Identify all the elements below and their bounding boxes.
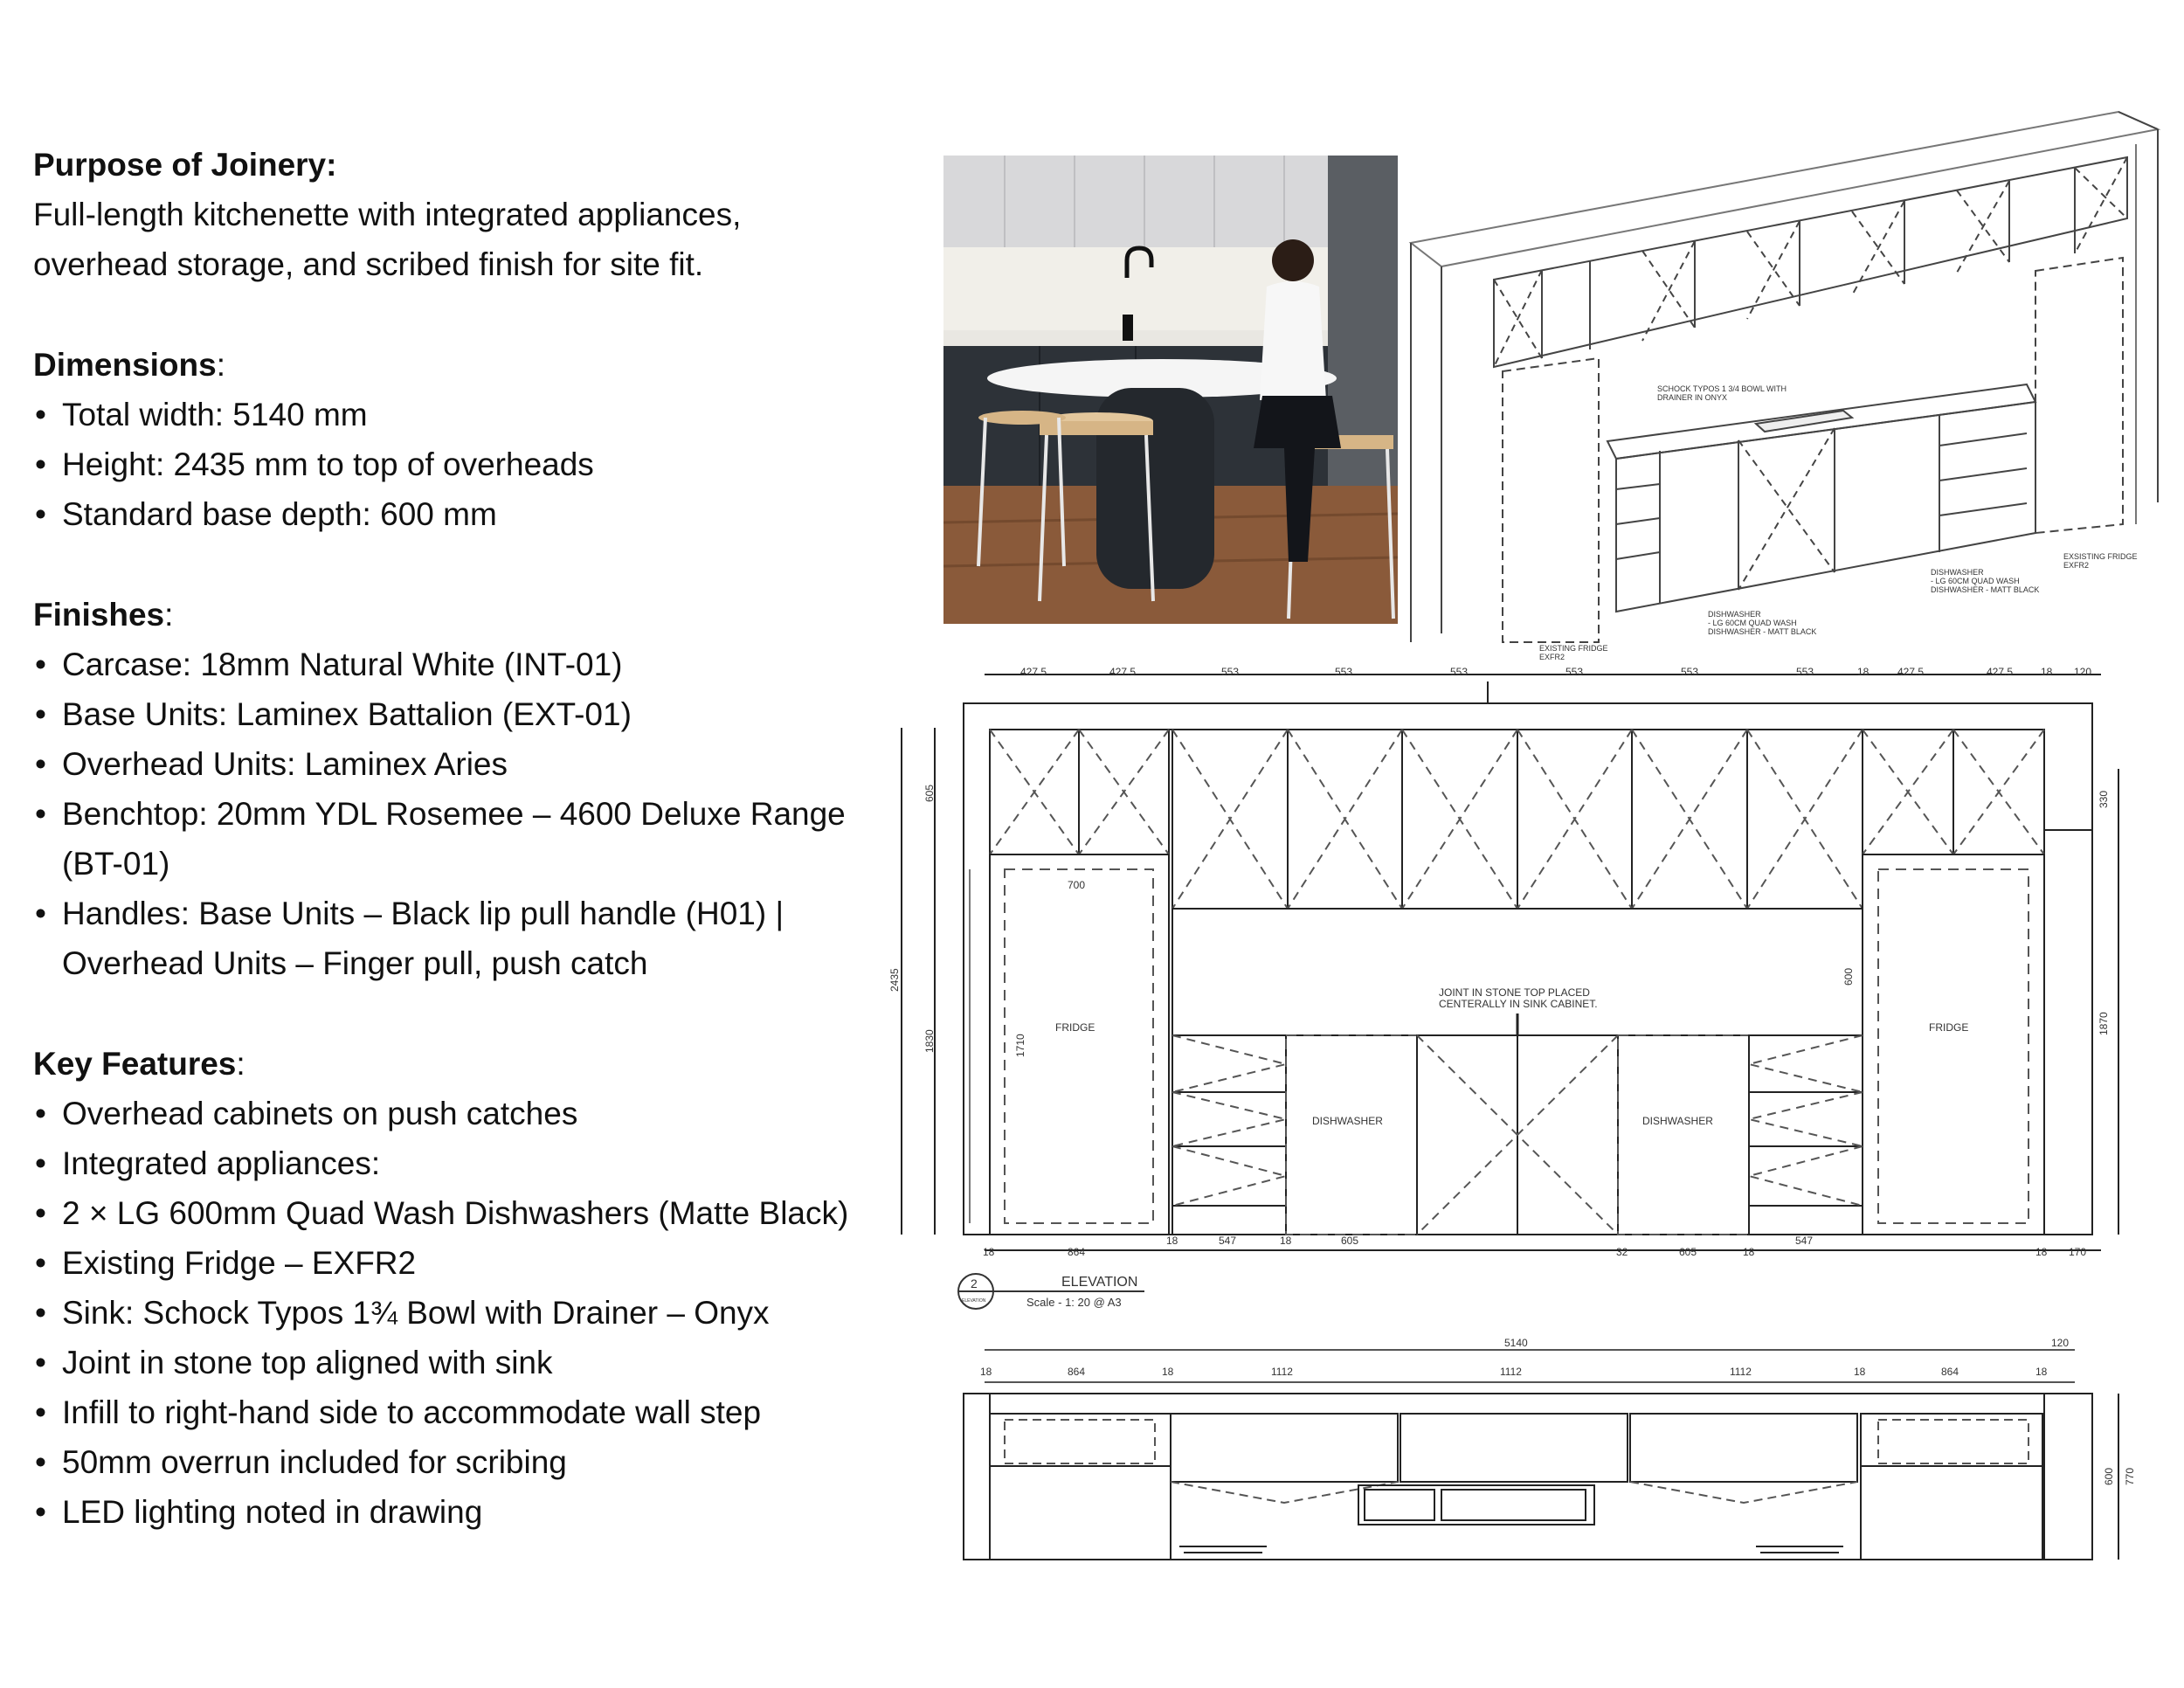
plan-overall: 5140 bbox=[1504, 1337, 1528, 1349]
dim-bottom: 864 bbox=[1068, 1246, 1086, 1258]
plan-depth: 600 bbox=[2103, 1467, 2115, 1485]
dim-top: 553 bbox=[1335, 666, 1353, 678]
dim-bottom: 18 bbox=[1743, 1246, 1755, 1258]
callout-number: 2 bbox=[971, 1276, 978, 1290]
iso-sink-note-1: SCHOCK TYPOS 1 3/4 BOWL WITH bbox=[1657, 384, 1787, 393]
dim-top: 553 bbox=[1565, 666, 1584, 678]
dimensions-heading-text: Dimensions bbox=[33, 347, 217, 383]
dim-top: 427.5 bbox=[1020, 666, 1047, 678]
dim-top: 553 bbox=[1796, 666, 1814, 678]
plan-dim: 1112 bbox=[1730, 1366, 1752, 1378]
list-item: • Integrated appliances: bbox=[33, 1138, 863, 1188]
list-item: • Overhead cabinets on push catches bbox=[33, 1089, 863, 1138]
list-item: • Existing Fridge – EXFR2 bbox=[33, 1238, 863, 1288]
dim-left: 2435 bbox=[888, 968, 901, 992]
dim-top: 553 bbox=[1681, 666, 1699, 678]
dishwasher-label-right: DISHWASHER bbox=[1642, 1115, 1713, 1127]
dim-right: 330 bbox=[2098, 790, 2110, 808]
callout-ref: ELEVATION bbox=[962, 1298, 986, 1304]
list-item: • Handles: Base Units – Black lip pull handle (H01) | Overhead Units – Finger pull, push catch bbox=[33, 889, 863, 988]
dim-bottom: 547 bbox=[1219, 1235, 1237, 1247]
dim-left: 1830 bbox=[923, 1029, 936, 1053]
purpose-heading: Purpose of Joinery: bbox=[33, 147, 337, 183]
list-item: • LED lighting noted in drawing bbox=[33, 1487, 863, 1537]
dim-top: 553 bbox=[1221, 666, 1240, 678]
elevation-scale: Scale - 1: 20 @ A3 bbox=[1026, 1296, 1122, 1309]
dim-bottom: 18 bbox=[1280, 1235, 1292, 1247]
iso-fridge-right-2: EXFR2 bbox=[2063, 561, 2090, 570]
iso-dw-left-2: - LG 60CM QUAD WASH bbox=[1708, 619, 1797, 627]
elevation-labels bbox=[888, 666, 2110, 1258]
iso-dw-left-1: DISHWASHER bbox=[1708, 610, 1761, 619]
dim-bottom: 605 bbox=[1679, 1246, 1697, 1258]
dim-bottom: 32 bbox=[1616, 1246, 1628, 1258]
key-features-heading-colon: : bbox=[236, 1046, 245, 1082]
dim-bottom: 18 bbox=[1166, 1235, 1178, 1247]
dim-bottom: 18 bbox=[983, 1246, 995, 1258]
key-features-heading-text: Key Features bbox=[33, 1046, 237, 1082]
iso-fridge-left-1: EXISTING FRIDGE bbox=[1539, 644, 1608, 653]
fridge-label-right: FRIDGE bbox=[1929, 1021, 1969, 1034]
dim-inner-700: 700 bbox=[1068, 879, 1086, 891]
list-item: • Overhead Units: Laminex Aries bbox=[33, 739, 863, 789]
list-item: • Height: 2435 mm to top of overheads bbox=[33, 439, 863, 489]
elevation-title: ELEVATION bbox=[1061, 1275, 1138, 1290]
list-item: • Joint in stone top aligned with sink bbox=[33, 1338, 863, 1387]
iso-dw-right-2: - LG 60CM QUAD WASH bbox=[1931, 577, 2020, 585]
dim-top: 120 bbox=[2074, 666, 2092, 678]
list-item: • Standard base depth: 600 mm bbox=[33, 489, 863, 539]
dim-bottom: 605 bbox=[1341, 1235, 1359, 1247]
dim-bottom: 18 bbox=[2035, 1246, 2048, 1258]
iso-fridge-left-2: EXFR2 bbox=[1539, 653, 1565, 661]
list-item: • 2 × LG 600mm Quad Wash Dishwashers (Matte Black) bbox=[33, 1188, 863, 1238]
dim-bottom: 547 bbox=[1795, 1235, 1814, 1247]
dim-top: 18 bbox=[2041, 666, 2053, 678]
plan-dim: 864 bbox=[1941, 1366, 1959, 1378]
dim-top: 427.5 bbox=[1987, 666, 2014, 678]
dimensions-heading-colon: : bbox=[216, 347, 225, 383]
dishwasher-label-left: DISHWASHER bbox=[1312, 1115, 1383, 1127]
list-item: • 50mm overrun included for scribing bbox=[33, 1437, 863, 1487]
fridge-label-left: FRIDGE bbox=[1055, 1021, 1095, 1034]
dim-left: 605 bbox=[923, 784, 936, 802]
elevation-view bbox=[902, 675, 2118, 1250]
plan-dim: 1112 bbox=[1500, 1366, 1522, 1378]
dim-bottom: 170 bbox=[2069, 1246, 2087, 1258]
iso-dw-left-3: DISHWASHER - MATT BLACK bbox=[1708, 627, 1817, 636]
dim-top: 18 bbox=[1857, 666, 1870, 678]
iso-sink-note-2: DRAINER IN ONYX bbox=[1657, 393, 1728, 402]
iso-fridge-right-1: EXSISTING FRIDGE bbox=[2063, 552, 2138, 561]
isometric-view bbox=[1411, 112, 2158, 642]
list-item: • Sink: Schock Typos 1¾ Bowl with Drainer – Onyx bbox=[33, 1288, 863, 1338]
dim-top: 553 bbox=[1450, 666, 1469, 678]
plan-dim: 1112 bbox=[1271, 1366, 1293, 1378]
finishes-heading-text: Finishes bbox=[33, 597, 165, 633]
plan-dim: 18 bbox=[1854, 1366, 1866, 1378]
dim-top: 427.5 bbox=[1897, 666, 1925, 678]
list-item: • Carcase: 18mm Natural White (INT-01) bbox=[33, 640, 863, 689]
iso-dw-right-1: DISHWASHER bbox=[1931, 568, 1984, 577]
plan-depth-right: 770 bbox=[2124, 1467, 2136, 1485]
elevation-title-block bbox=[958, 1274, 1144, 1309]
dim-right: 1870 bbox=[2098, 1012, 2110, 1035]
plan-dim: 18 bbox=[980, 1366, 992, 1378]
iso-dw-right-3: DISHWASHER - MATT BLACK bbox=[1931, 585, 2040, 594]
joint-note-2: CENTERALLY IN SINK CABINET. bbox=[1439, 998, 1598, 1010]
dim-inner-600: 600 bbox=[1842, 967, 1855, 986]
plan-dim: 864 bbox=[1068, 1366, 1086, 1378]
plan-dim: 18 bbox=[2035, 1366, 2048, 1378]
purpose-line-2: overhead storage, and scribed finish for site fit. bbox=[33, 246, 704, 282]
finishes-heading-colon: : bbox=[164, 597, 174, 633]
list-item: • Infill to right-hand side to accommodate wall step bbox=[33, 1387, 863, 1437]
list-item: • Base Units: Laminex Battalion (EXT-01) bbox=[33, 689, 863, 739]
list-item: • Total width: 5140 mm bbox=[33, 390, 863, 439]
dim-top: 427.5 bbox=[1109, 666, 1137, 678]
plan-dim: 18 bbox=[1162, 1366, 1174, 1378]
plan-overall-right: 120 bbox=[2051, 1337, 2070, 1349]
list-item: • Benchtop: 20mm YDL Rosemee – 4600 Deluxe Range (BT-01) bbox=[33, 789, 863, 889]
plan-view bbox=[964, 1350, 2118, 1560]
joint-note-1: JOINT IN STONE TOP PLACED bbox=[1439, 986, 1590, 999]
purpose-line-1: Full-length kitchenette with integrated appliances, bbox=[33, 197, 742, 232]
dim-inner-1710: 1710 bbox=[1014, 1034, 1026, 1057]
